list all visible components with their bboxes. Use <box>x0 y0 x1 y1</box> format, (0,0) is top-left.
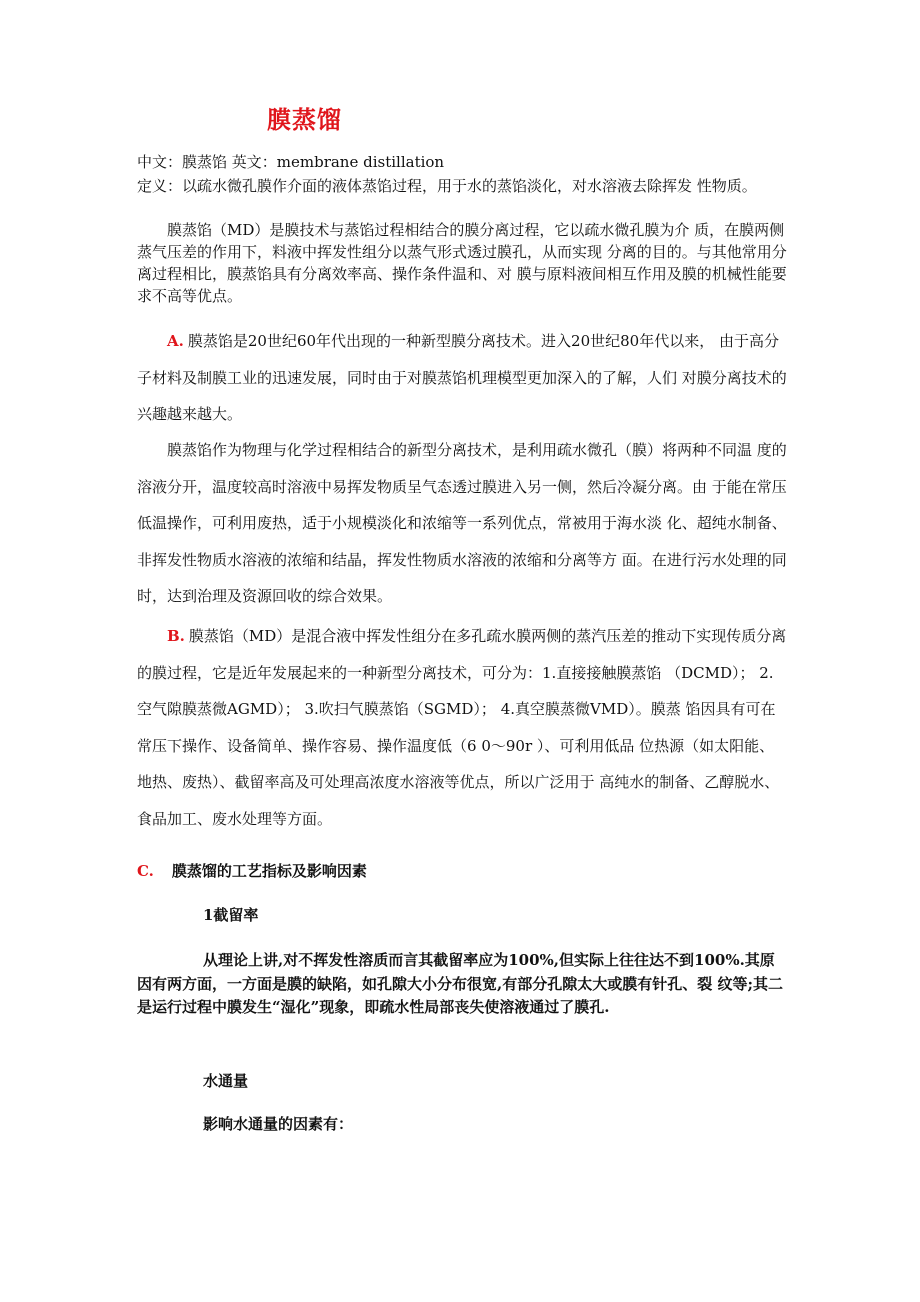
section-c-title: 膜蒸馏的工艺指标及影响因素 <box>171 862 367 880</box>
section-c-label: C. <box>137 862 154 880</box>
section-b-text: 膜蒸馅（MD）是混合液中挥发性组分在多孔疏水膜两侧的蒸汽压差的推动下实现传质分离的膜过程，它是近年发展起来的一种新型分离技术，可分为：1.直接接触膜蒸馅 （DCMD）； 2.空气隙膜蒸微AGMD）； 3.吹扫气膜蒸馅（SGMD）； 4.真空膜蒸微VMD）。膜蒸 馅因具有可在常压下操作、设备简单、操作容易、操作温度低（6 0〜90r ）、可利用低品 位热源（如太阳能、地热、废热）、截留率高及可处理高浓度水溶液等优点，所以广泛用于 高纯水的制备、乙醇脱水、食品加工、废水处理等方面。 <box>137 627 787 828</box>
section-b-paragraph <box>137 618 787 837</box>
section-a-label: A. <box>167 332 184 350</box>
page-title: 膜蒸馏 <box>267 105 342 134</box>
section-a-paragraph <box>137 323 787 433</box>
section-b-label: B. <box>167 627 185 645</box>
names-line: 中文：膜蒸馅 英文：membrane distillation <box>137 153 445 171</box>
section-c-heading <box>137 860 367 881</box>
section-a-text: 膜蒸馅是20世纪60年代出现的一种新型膜分离技术。进入20世纪80年代以来， 由于高分子材料及制膜工业的迅速发展，同时由于对膜蒸馅机理模型更加深入的了解，人们 对膜分离技术的兴趣越来越大。 <box>137 332 787 423</box>
item-1-title: 1截留率 <box>203 906 259 924</box>
item-2-title: 水通量 <box>203 1072 249 1090</box>
intro-paragraph: 膜蒸馅（MD）是膜技术与蒸馅过程相结合的膜分离过程，它以疏水微孔膜为介 质，在膜两侧蒸气压差的作用下，料液中挥发性组分以蒸气形式透过膜孔，从而实现 分离的目的。与其他常用分离过程相比，膜蒸馅具有分离效率高、操作条件温和、对 膜与原料液间相互作用及膜的机械性能要求不高等优点。 <box>137 221 787 305</box>
item-2-subtitle: 影响水通量的因素有： <box>203 1115 354 1133</box>
definition-paragraph: 定义：以疏水微孔膜作介面的液体蒸馅过程，用于水的蒸馅淡化，对水溶液去除挥发 性物质。 <box>137 177 757 195</box>
section-a-paragraph-2: 膜蒸馅作为物理与化学过程相结合的新型分离技术，是利用疏水微孔（膜）将两种不同温 度的溶液分开，温度较高时溶液中易挥发物质呈气态透过膜进入另一侧，然后冷凝分离。由 于能在常压低温操作，可利用废热，适于小规模淡化和浓缩等一系列优点，常被用于海水淡 化、超纯水制备、非挥发性物质水溶液的浓缩和结晶，挥发性物质水溶液的浓缩和分离等方 面。在进行污水处理的同时，达到治理及资源回收的综合效果。 <box>137 441 787 605</box>
item-1-paragraph: 从理论上讲,对不挥发性溶质而言其截留率应为100%,但实际上往往达不到100%.其原因有两方面，一方面是膜的缺陷，如孔隙大小分布很宽,有部分孔隙太大或膜有针孔、裂 纹等;其二是运行过程中膜发生“湿化”现象，即疏水性局部丧失使溶液通过了膜孔. <box>137 951 783 1016</box>
